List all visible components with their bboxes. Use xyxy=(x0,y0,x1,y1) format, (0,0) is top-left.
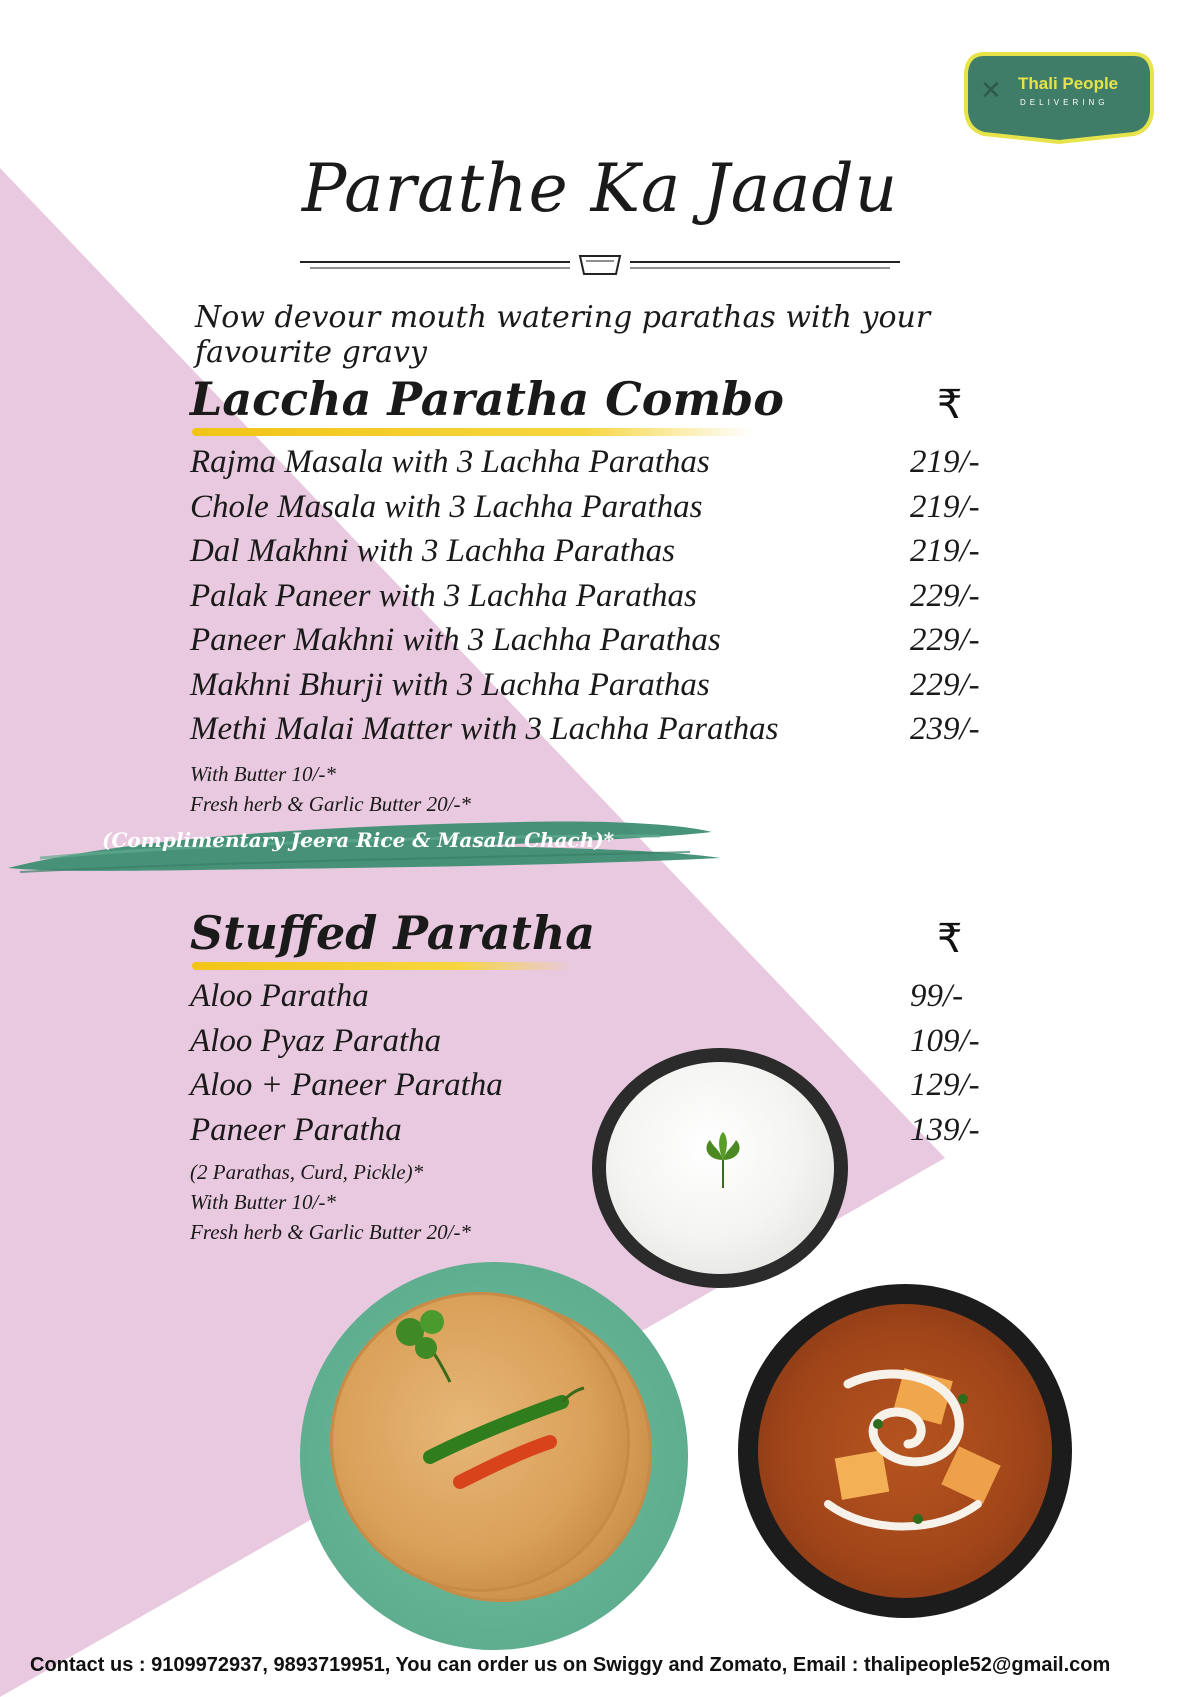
menu-item xyxy=(190,444,1090,489)
cream-swirl-icon xyxy=(758,1304,1052,1598)
item-price: 229/- xyxy=(910,577,980,614)
curry xyxy=(758,1304,1052,1598)
page-title: Parathe Ka Jaadu xyxy=(301,150,899,227)
item-name: Makhni Bhurji with 3 Lachha Parathas xyxy=(190,666,710,703)
chili-garnish-icon xyxy=(300,1262,688,1650)
item-name: Rajma Masala with 3 Lachha Parathas xyxy=(190,444,710,480)
item-name: Chole Masala with 3 Lachha Parathas xyxy=(190,488,703,525)
paneer-curry-bowl-image xyxy=(738,1284,1072,1618)
laccha-combo-list xyxy=(190,444,1090,822)
item-name: Dal Makhni with 3 Lachha Parathas xyxy=(190,533,675,569)
item-price: 219/- xyxy=(910,488,980,525)
item-name: Aloo Pyaz Paratha xyxy=(190,1022,442,1059)
note-text: Fresh herb & Garlic Butter 20/-* xyxy=(190,1220,471,1244)
fork-knife-icon: ✕ xyxy=(980,76,1002,106)
section-title-laccha-combo: Laccha Paratha Combo xyxy=(190,372,784,426)
menu-item xyxy=(190,489,1090,534)
page-tagline: Now devour mouth watering parathas with your favourite gravy xyxy=(195,300,931,370)
item-price: 109/- xyxy=(910,1022,980,1059)
rupee-icon: ₹ xyxy=(937,382,963,428)
note-text: Fresh herb & Garlic Butter 20/-* xyxy=(190,791,471,816)
item-name: Methi Malai Matter with 3 Lachha Parathas xyxy=(190,711,779,747)
menu-item xyxy=(190,1067,1090,1112)
item-name: Aloo + Paneer Paratha xyxy=(190,1067,503,1103)
contact-footer: Contact us : 9109972937, 9893719951, You can order us on Swiggy and Zomato, Email : thalipeople52@gmail.com xyxy=(30,1654,1111,1676)
menu-item xyxy=(190,1023,1090,1068)
item-price: 229/- xyxy=(910,666,980,703)
menu-item xyxy=(190,1112,1090,1157)
brand-name: Thali People xyxy=(1018,74,1119,93)
menu-item xyxy=(190,711,1090,756)
stuffed-paratha-list xyxy=(190,978,1090,1250)
item-price: 129/- xyxy=(910,1067,980,1103)
item-name: Palak Paneer with 3 Lachha Parathas xyxy=(190,577,697,614)
menu-item xyxy=(190,622,1090,667)
title-divider xyxy=(300,250,900,280)
item-price: 229/- xyxy=(910,622,980,658)
rupee-icon: ₹ xyxy=(937,916,963,962)
note-text: With Butter 10/-* xyxy=(190,1190,336,1214)
menu-item xyxy=(190,533,1090,578)
item-name: Paneer Paratha xyxy=(190,1111,402,1148)
brand-tagline: DELIVERING xyxy=(1020,98,1109,107)
complimentary-banner: (Complimentary Jeera Rice & Masala Chach)* xyxy=(102,828,615,852)
item-name: Aloo Paratha xyxy=(190,978,369,1014)
note-text: (2 Parathas, Curd, Pickle)* xyxy=(190,1160,424,1184)
section-underline xyxy=(192,428,752,436)
paratha-plate-image xyxy=(300,1262,688,1650)
section-title-stuffed-paratha: Stuffed Paratha xyxy=(190,906,596,960)
note-text: With Butter 10/-* xyxy=(190,761,336,786)
menu-item xyxy=(190,578,1090,623)
item-price: 219/- xyxy=(910,444,980,480)
section-underline xyxy=(192,962,572,970)
menu-item xyxy=(190,667,1090,712)
item-price: 239/- xyxy=(910,711,980,747)
item-price: 219/- xyxy=(910,533,980,569)
menu-item xyxy=(190,978,1090,1023)
item-price: 139/- xyxy=(910,1111,980,1148)
item-price: 99/- xyxy=(910,978,964,1014)
item-name: Paneer Makhni with 3 Lachha Parathas xyxy=(190,622,721,658)
brand-logo xyxy=(964,44,1154,144)
